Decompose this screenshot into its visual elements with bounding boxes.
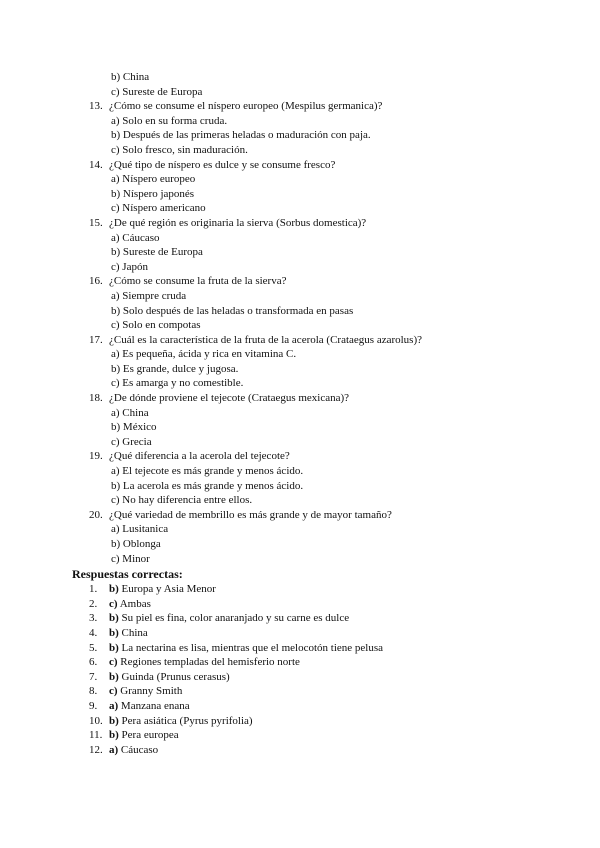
option-text: a) Cáucaso [111,231,160,244]
document-page [0,70,600,757]
answer-letter: b) [109,714,119,727]
option-text: b) Después de las primeras heladas o maduración con paja. [111,129,371,142]
answer-content [109,684,182,699]
option-text: c) Sureste de Europa [111,85,203,98]
answer-letter: c) [109,597,118,610]
question-number: 19. [89,450,103,463]
option-text: a) Es pequeña, ácida y rica en vitamina C. [111,348,297,361]
answer-content [109,641,383,656]
answer-letter: b) [109,626,119,639]
answer-letter: c) [109,685,118,698]
answer-text: Europa y Asia Menor [121,583,216,596]
answer-text: Regiones templadas del hemisferio norte [120,656,300,669]
answer-number: 11. [89,729,103,742]
option-line [0,376,600,391]
option-line [0,304,600,319]
answer-line [0,626,600,641]
answer-content [109,655,300,670]
answer-number: 3. [89,612,98,625]
option-line [0,347,600,362]
question-text: ¿Cuál es la característica de la fruta de la acerola (Crataegus azarolus)? [109,333,423,346]
answer-letter: b) [109,670,119,683]
answer-number: 2. [89,597,98,610]
answer-number: 10. [89,714,103,727]
option-text: b) China [111,71,150,83]
option-line [0,201,600,216]
answer-text: Pera asiática (Pyrus pyrifolia) [121,714,253,727]
question-text: ¿Cómo se consume la fruta de la sierva? [109,275,287,288]
answer-content [109,670,230,685]
question-number: 13. [89,100,103,113]
option-line [0,362,600,377]
option-line [0,537,600,552]
answers-heading: Respuestas correctas: [72,567,183,582]
option-line [0,464,600,479]
answer-line [0,582,600,597]
answer-letter: b) [109,583,119,596]
option-line [0,187,600,202]
question-text: ¿De dónde proviene el tejecote (Crataegus mexicana)? [109,392,350,405]
leading-options [0,70,600,99]
option-line [0,245,600,260]
question-text: ¿Cómo se consume el níspero europeo (Mespilus germanica)? [109,100,383,113]
question-line [0,274,600,289]
answer-letter: a) [109,743,119,756]
answer-line [0,597,600,612]
question-text: ¿Qué variedad de membrillo es más grande y de mayor tamaño? [109,508,392,521]
answer-line [0,743,600,758]
answer-line [0,728,600,743]
option-line [0,260,600,275]
option-text: a) China [111,406,149,419]
answer-text: Ambas [119,597,151,610]
answer-line [0,684,600,699]
question-text: ¿Qué diferencia a la acerola del tejecote? [109,450,290,463]
option-text: a) Siempre cruda [111,289,187,302]
answer-number: 1. [89,583,98,596]
answer-letter: a) [109,699,119,712]
option-line [0,435,600,450]
answer-text: Pera europea [121,729,179,742]
option-line [0,552,600,567]
answer-number: 7. [89,670,98,683]
question-list [0,99,600,566]
answer-text: China [121,626,148,639]
option-text: c) Es amarga y no comestible. [111,377,244,390]
option-line [0,172,600,187]
question-number: 20. [89,508,103,521]
question-number: 14. [89,158,103,171]
answer-text: La nectarina es lisa, mientras que el melocotón tiene pelusa [121,641,383,654]
answer-line [0,699,600,714]
option-line [0,522,600,537]
answer-content [109,626,148,641]
question-line [0,449,600,464]
option-text: b) Sureste de Europa [111,246,203,259]
option-line [0,289,600,304]
option-line [0,231,600,246]
answer-content [109,699,190,714]
answer-number: 4. [89,626,98,639]
question-text: ¿Qué tipo de níspero es dulce y se consume fresco? [109,158,336,171]
answer-text: Su piel es fina, color anaranjado y su carne es dulce [121,612,350,625]
answer-letter: b) [109,729,119,742]
question-number: 18. [89,392,103,405]
answer-text: Cáucaso [120,743,159,756]
option-line [0,406,600,421]
answer-line [0,655,600,670]
option-line [0,85,600,100]
option-text: c) Minor [111,552,150,565]
answer-line [0,611,600,626]
option-text: b) México [111,421,157,434]
option-text: b) Es grande, dulce y jugosa. [111,362,239,375]
option-line [0,479,600,494]
option-text: c) Japón [111,260,148,273]
answer-content [109,728,179,743]
answer-text: Granny Smith [120,685,183,698]
answer-letter: c) [109,656,118,669]
answer-line [0,714,600,729]
option-text: c) Níspero americano [111,202,206,215]
question-number: 16. [89,275,103,288]
answer-number: 9. [89,699,98,712]
question-text: ¿De qué región es originaria la sierva (Sorbus domestica)? [109,216,367,229]
answer-number: 8. [89,685,98,698]
option-line [0,143,600,158]
answer-text: Guinda (Prunus cerasus) [121,670,230,683]
question-line [0,391,600,406]
option-text: c) Solo en compotas [111,319,201,332]
option-text: a) El tejecote es más grande y menos ácido. [111,465,304,478]
answer-letter: b) [109,641,119,654]
answer-line [0,670,600,685]
answer-number: 5. [89,641,98,654]
option-text: a) Níspero europeo [111,173,196,186]
answer-content [109,582,216,597]
question-line [0,508,600,523]
option-text: a) Lusitanica [111,523,169,536]
option-text: b) Níspero japonés [111,187,195,200]
answer-content [109,743,158,758]
answer-letter: b) [109,612,119,625]
question-number: 17. [89,333,103,346]
option-text: b) Solo después de las heladas o transformada en pasas [111,304,354,317]
question-line [0,158,600,173]
option-text: a) Solo en su forma cruda. [111,114,228,127]
option-text: c) Grecia [111,435,152,448]
option-line [0,70,600,85]
option-line [0,114,600,129]
question-line [0,333,600,348]
option-line [0,318,600,333]
answer-number: 6. [89,656,98,669]
option-text: c) Solo fresco, sin maduración. [111,143,248,156]
answer-content [109,714,253,729]
answer-text: Manzana enana [120,699,190,712]
question-line [0,216,600,231]
option-text: c) No hay diferencia entre ellos. [111,494,253,507]
answer-number: 12. [89,743,103,756]
option-line [0,128,600,143]
answer-content [109,597,151,612]
question-number: 15. [89,216,103,229]
option-line [0,493,600,508]
answer-line [0,641,600,656]
option-text: b) La acerola es más grande y menos ácido. [111,479,304,492]
question-line [0,99,600,114]
answer-list [0,582,600,757]
option-line [0,420,600,435]
option-text: b) Oblonga [111,538,161,550]
answer-content [109,611,349,626]
